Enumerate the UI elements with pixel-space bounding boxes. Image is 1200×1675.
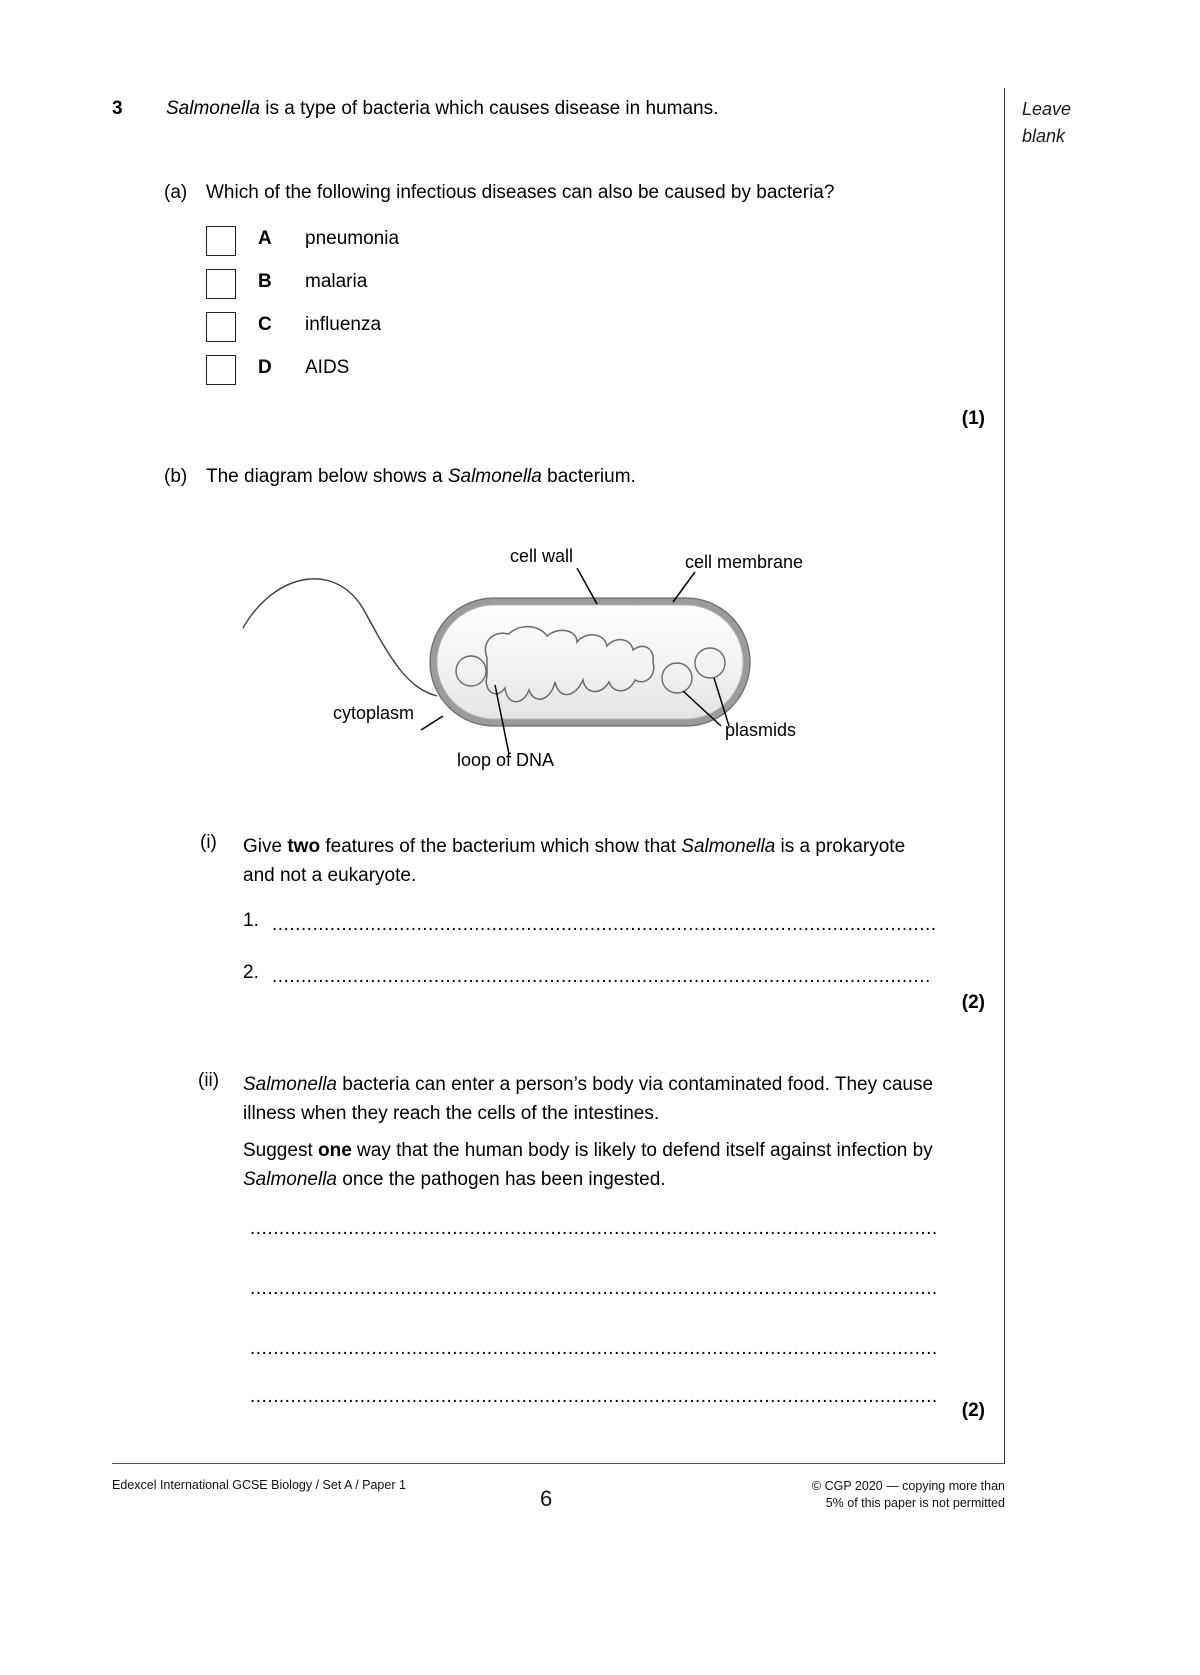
part-b-text-italic: Salmonella: [447, 466, 542, 487]
multiple-choice-option-a[interactable]: [206, 224, 806, 267]
answer-number-2: 2.: [243, 962, 259, 983]
flagellum: [243, 579, 437, 696]
sub-part-ii-paragraph-1: [243, 1070, 943, 1128]
leader-line-cytoplasm: [421, 716, 443, 730]
footer-copyright-line-1: © CGP 2020 — copying more than: [811, 1479, 1005, 1493]
diagram-label-loop-of-dna: loop of DNA: [457, 750, 555, 770]
option-text-a: pneumonia: [305, 228, 400, 249]
answer-line-ii-4[interactable]: .......................................................................................................................: [250, 1386, 938, 1407]
footer-copyright: [700, 1478, 1005, 1512]
answer-line-i-1[interactable]: ...................................................................................................................: [272, 914, 937, 935]
sub-ii-p1-italic: Salmonella: [243, 1074, 337, 1095]
question-stem: [166, 98, 986, 120]
checkbox-option-d[interactable]: [206, 355, 236, 385]
sub-i-text-2: features of the bacterium which show that: [320, 836, 682, 857]
checkbox-option-c[interactable]: [206, 312, 236, 342]
sub-ii-p2-italic: Salmonella: [243, 1169, 337, 1190]
sub-part-i-text: [243, 832, 933, 890]
part-b-label: (b): [164, 466, 188, 487]
marks-sub-part-i: (2): [961, 992, 985, 1013]
diagram-label-plasmids: plasmids: [725, 720, 797, 740]
question-stem-rest: is a type of bacteria which causes disease in humans.: [260, 98, 719, 119]
multiple-choice-option-c[interactable]: [206, 310, 806, 353]
diagram-label-cytoplasm: cytoplasm: [333, 703, 415, 723]
answer-line-ii-1[interactable]: .......................................................................................................................: [250, 1218, 938, 1239]
leave-blank-line-2: blank: [1022, 126, 1066, 146]
sub-ii-p2-bold: one: [318, 1140, 352, 1161]
sub-part-i-label: (i): [200, 832, 217, 853]
checkbox-option-a[interactable]: [206, 226, 236, 256]
footer-copyright-line-2: 5% of this paper is not permitted: [825, 1496, 1005, 1510]
sub-i-text-italic: Salmonella: [681, 836, 776, 857]
part-b-text-after: bacterium.: [541, 466, 636, 487]
leave-blank-line-1: Leave: [1022, 99, 1072, 119]
multiple-choice-option-b[interactable]: [206, 267, 806, 310]
option-letter-d: D: [258, 357, 272, 378]
answer-number-1: 1.: [243, 910, 259, 931]
leave-blank-note: [1022, 96, 1071, 150]
diagram-label-cell-wall: cell wall: [510, 546, 574, 566]
sub-ii-p2-1: Suggest: [243, 1140, 318, 1161]
sub-part-ii-label: (ii): [198, 1070, 220, 1091]
sub-i-text-3: is a prokaryote and not a eukaryote.: [243, 836, 906, 886]
sub-ii-p1-rest: bacteria can enter a person’s body via contaminated food. They cause illness when they reach the cells of the intestines.: [243, 1074, 934, 1124]
question-stem-italic: Salmonella: [166, 98, 260, 119]
option-text-b: malaria: [305, 271, 368, 292]
checkbox-option-b[interactable]: [206, 269, 236, 299]
option-letter-c: C: [258, 314, 272, 335]
sub-part-ii-paragraph-2: [243, 1136, 943, 1194]
sub-i-text-bold: two: [287, 836, 321, 857]
multiple-choice-option-d[interactable]: [206, 353, 806, 396]
answer-line-ii-3[interactable]: .......................................................................................................................: [250, 1338, 938, 1359]
sub-ii-p2-2: way that the human body is likely to defend itself against infection by: [351, 1140, 933, 1161]
sub-ii-p2-3: once the pathogen has been ingested.: [337, 1169, 666, 1190]
part-b-text: [206, 466, 986, 488]
bacterium-diagram: [225, 530, 875, 795]
footer-divider: [112, 1463, 1005, 1464]
marks-part-a: (1): [961, 408, 985, 429]
multiple-choice-list: [206, 224, 806, 396]
option-letter-b: B: [258, 271, 272, 292]
option-text-c: influenza: [305, 314, 382, 335]
part-b-text-before: The diagram below shows a: [206, 466, 448, 487]
footer-paper-reference: Edexcel International GCSE Biology / Set A / Paper 1: [112, 1478, 406, 1492]
option-letter-a: A: [258, 228, 272, 249]
sub-i-text-1: Give: [243, 836, 288, 857]
diagram-label-cell-membrane: cell membrane: [685, 552, 804, 572]
question-number: 3: [112, 98, 123, 119]
answer-line-i-2[interactable]: ..................................................................................................................: [272, 966, 931, 987]
part-a-label: (a): [164, 182, 188, 203]
part-a-text: Which of the following infectious diseases can also be caused by bacteria?: [206, 182, 835, 203]
option-text-d: AIDS: [305, 357, 350, 378]
page-number: 6: [540, 1486, 553, 1511]
answer-line-ii-2[interactable]: .......................................................................................................................: [250, 1278, 938, 1299]
marks-sub-part-ii: (2): [961, 1400, 985, 1421]
margin-rule: [1004, 88, 1005, 1463]
